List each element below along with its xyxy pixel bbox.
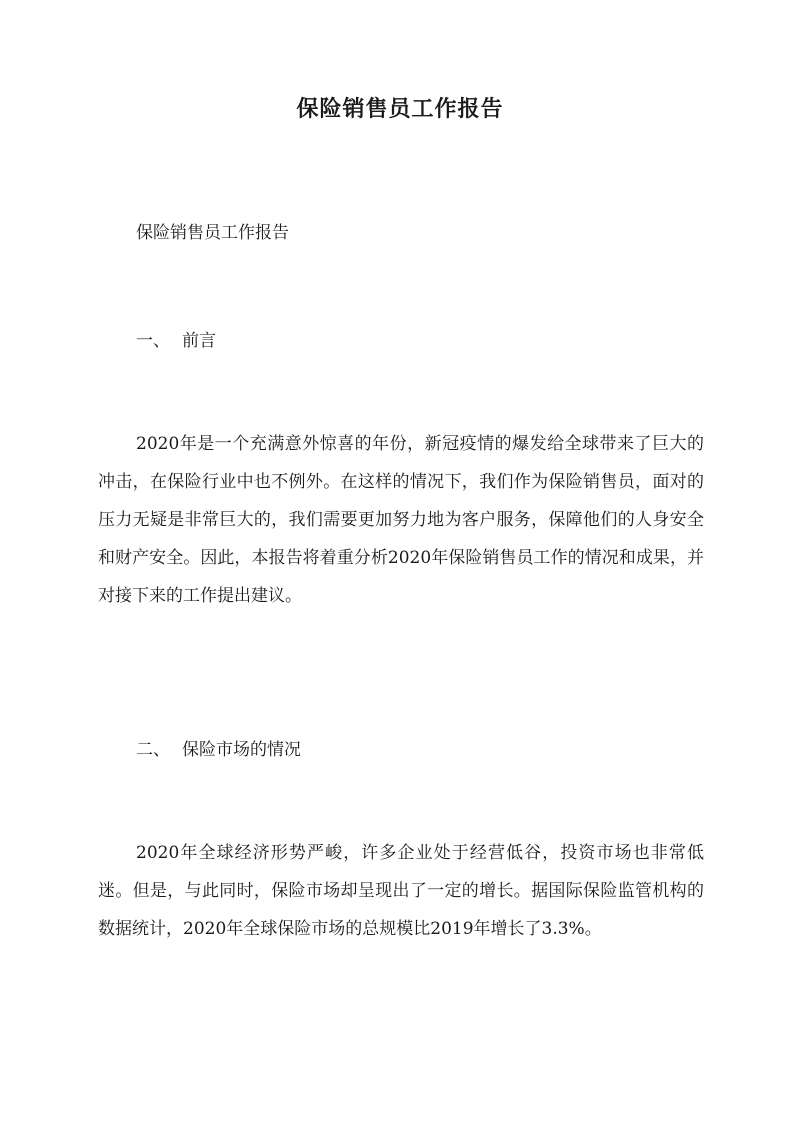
- section-heading-text: 保险市场的情况: [182, 740, 301, 760]
- section-paragraph-1: 2020年是一个充满意外惊喜的年份，新冠疫情的爆发给全球带来了巨大的冲击，在保险行业中也不例外。在这样的情况下，我们作为保险销售员，面对的压力无疑是非常巨大的，我们需要更加努力地为客户服务，保障他们的人身安全和财产安全。因此，本报告将着重分析2020年保险销售员工作的情况和成果，并对接下来的工作提出建议。: [98, 434, 704, 606]
- section-number: 一、: [136, 331, 170, 351]
- section-heading-text: 前言: [182, 331, 216, 351]
- section-number: 二、: [136, 740, 170, 760]
- document-title: 保险销售员工作报告: [296, 96, 504, 122]
- document-subtitle: 保险销售员工作报告: [136, 223, 289, 243]
- section-heading-2: [136, 735, 301, 760]
- section-paragraph-2: 2020年全球经济形势严峻，许多企业处于经营低谷，投资市场也非常低迷。但是，与此同时，保险市场却呈现出了一定的增长。据国际保险监管机构的数据统计，2020年全球保险市场的总规模比2019年增长了3.3%。: [98, 843, 704, 939]
- section-heading-1: [136, 326, 216, 351]
